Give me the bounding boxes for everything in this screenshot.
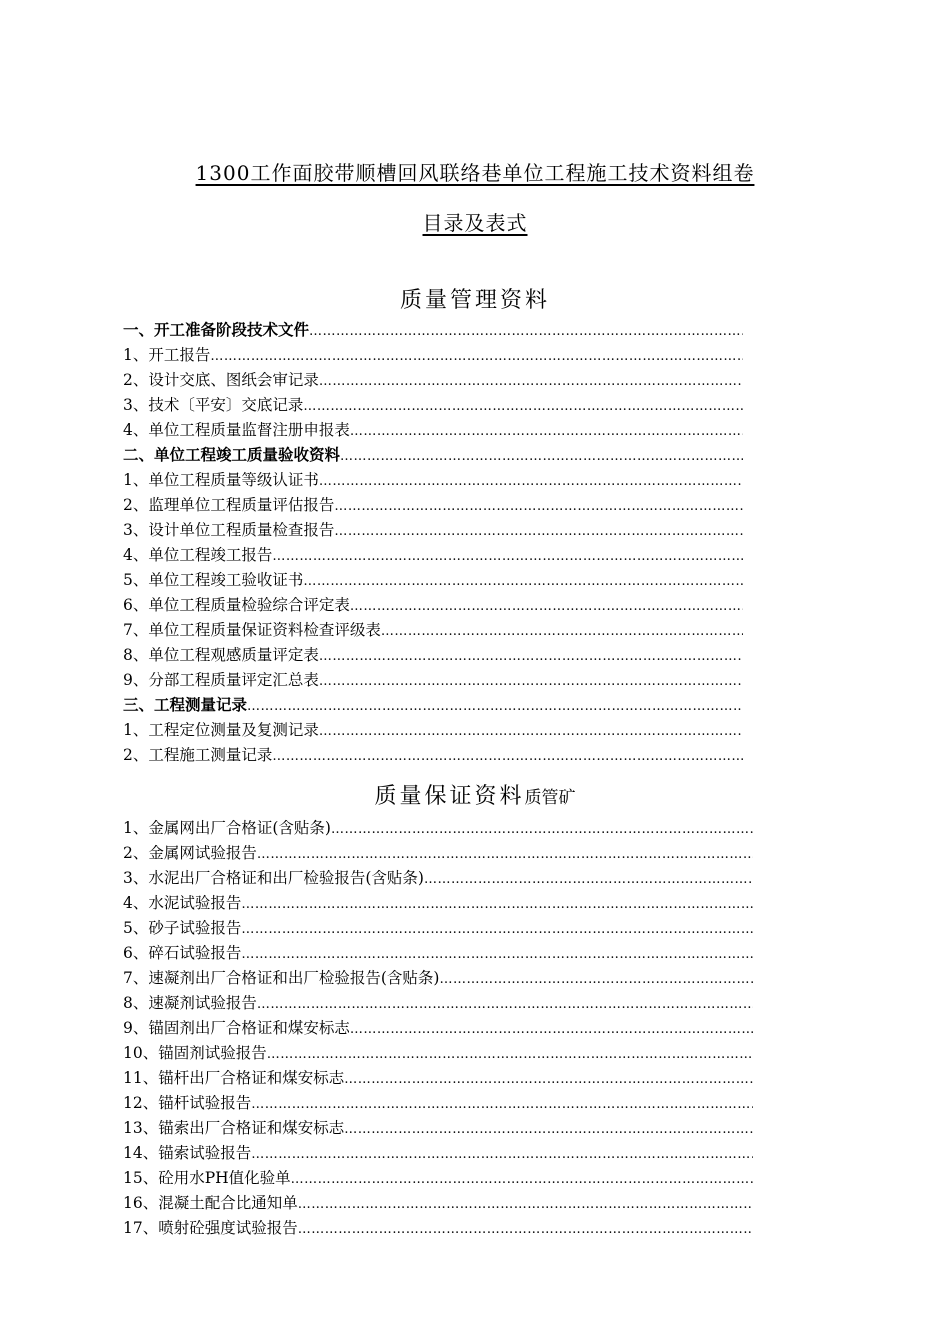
toc-entry <box>123 966 753 991</box>
toc-entry <box>123 1191 753 1216</box>
toc-entry <box>123 493 743 518</box>
toc-entry <box>123 568 743 593</box>
toc-entry <box>123 866 753 891</box>
document-title-line1: 1300工作面胶带顺槽回风联络巷单位工程施工技术资料组卷 <box>195 161 755 185</box>
toc-dot-leader <box>381 619 743 643</box>
toc-entry <box>123 668 743 693</box>
document-subtitle <box>0 207 950 236</box>
toc-entry-label: 17、喷射砼强度试验报告 <box>123 1219 298 1237</box>
toc-entry <box>123 1016 753 1041</box>
toc-dot-leader <box>298 1192 753 1216</box>
toc-entry <box>123 468 743 493</box>
toc-entry-label: 5、砂子试验报告 <box>123 919 242 937</box>
toc-dot-leader <box>319 669 743 693</box>
toc-group-heading <box>123 693 743 718</box>
toc-entry-label: 5、单位工程竣工验收证书 <box>123 571 304 589</box>
toc-entry <box>123 916 753 941</box>
toc-entry-label: 8、单位工程观感质量评定表 <box>123 646 319 664</box>
toc-entry <box>123 518 743 543</box>
toc-entry-label: 1、开工报告 <box>123 346 211 364</box>
toc-dot-leader <box>334 494 743 518</box>
toc-entry <box>123 841 753 866</box>
toc-entry <box>123 743 743 768</box>
toc-dot-leader <box>272 744 743 768</box>
toc-entry-label: 11、锚杆出厂合格证和煤安标志 <box>123 1069 345 1087</box>
quality-assurance-heading-suffix: 质管矿 <box>524 788 576 808</box>
toc-entry <box>123 1141 753 1166</box>
toc-entry-label: 3、设计单位工程质量检查报告 <box>123 521 335 539</box>
toc-entry-label: 1、金属网出厂合格证(含贴条) <box>123 819 331 837</box>
toc-dot-leader <box>350 419 743 443</box>
toc-dot-leader <box>303 569 743 593</box>
quality-management-heading: 质量管理资料 <box>399 288 550 313</box>
toc-dot-leader <box>251 1092 753 1116</box>
toc-entry <box>123 543 743 568</box>
toc-entry <box>123 941 753 966</box>
toc-entry <box>123 1091 753 1116</box>
toc-entry <box>123 891 753 916</box>
document-title-line2: 目录及表式 <box>422 211 528 235</box>
toc-entry-label: 2、工程施工测量记录 <box>123 746 273 764</box>
toc-dot-leader <box>291 1167 753 1191</box>
toc-entry <box>123 618 743 643</box>
toc-entry-label: 13、锚索出厂合格证和煤安标志 <box>123 1119 345 1137</box>
toc-entry <box>123 393 743 418</box>
toc-group-heading <box>123 443 743 468</box>
toc-dot-leader <box>241 942 753 966</box>
toc-entry-label: 2、设计交底、图纸会审记录 <box>123 371 319 389</box>
toc-entry-label: 4、单位工程质量监督注册申报表 <box>123 421 350 439</box>
toc-dot-leader <box>272 544 743 568</box>
toc-dot-leader <box>298 1217 753 1241</box>
toc-entry-label: 4、水泥试验报告 <box>123 894 242 912</box>
toc-dot-leader <box>344 1117 753 1141</box>
toc-dot-leader <box>309 319 743 343</box>
toc-entry-label: 9、分部工程质量评定汇总表 <box>123 671 319 689</box>
toc-dot-leader <box>340 444 743 468</box>
toc-entry-label: 7、单位工程质量保证资料检查评级表 <box>123 621 381 639</box>
toc-entry-label: 2、监理单位工程质量评估报告 <box>123 496 335 514</box>
toc-entry-label: 3、技术〔平安〕交底记录 <box>123 396 304 414</box>
toc-dot-leader <box>331 817 753 841</box>
toc-dot-leader <box>350 594 743 618</box>
toc-entry-label: 一、开工准备阶段技术文件 <box>123 321 310 339</box>
toc-entry-label: 2、金属网试验报告 <box>123 844 257 862</box>
toc-entry <box>123 816 753 841</box>
toc-entry <box>123 991 753 1016</box>
toc-entry-label: 7、速凝剂出厂合格证和出厂检验报告(含贴条) <box>123 969 440 987</box>
toc-dot-leader <box>267 1042 753 1066</box>
toc-dot-leader <box>319 719 743 743</box>
toc-dot-leader <box>439 967 753 991</box>
toc-entry-label: 6、碎石试验报告 <box>123 944 242 962</box>
toc-entry-label: 12、锚杆试验报告 <box>123 1094 252 1112</box>
toc-dot-leader <box>210 344 743 368</box>
toc-entry-label: 1、工程定位测量及复测记录 <box>123 721 319 739</box>
toc-entry-label: 10、锚固剂试验报告 <box>123 1044 267 1062</box>
toc-dot-leader <box>319 469 743 493</box>
toc-entry-label: 15、砼用水PH值化验单 <box>123 1169 291 1187</box>
toc-dot-leader <box>257 842 753 866</box>
toc-dot-leader <box>344 1067 753 1091</box>
toc-dot-leader <box>319 369 743 393</box>
quality-assurance-heading: 质量保证资料质管矿 <box>374 784 576 809</box>
toc-dot-leader <box>241 917 753 941</box>
toc-dot-leader <box>251 1142 753 1166</box>
toc-entry <box>123 1041 753 1066</box>
toc-entry-label: 16、混凝土配合比通知单 <box>123 1194 298 1212</box>
document-title <box>0 157 950 186</box>
toc-dot-leader <box>424 867 753 891</box>
quality-assurance-toc <box>123 816 753 1241</box>
toc-entry-label: 6、单位工程质量检验综合评定表 <box>123 596 350 614</box>
toc-dot-leader <box>350 1017 753 1041</box>
toc-entry <box>123 343 743 368</box>
toc-dot-leader <box>241 892 753 916</box>
toc-entry-label: 三、工程测量记录 <box>123 696 248 714</box>
toc-entry <box>123 418 743 443</box>
toc-entry <box>123 1116 753 1141</box>
toc-group-heading <box>123 318 743 343</box>
toc-dot-leader <box>247 694 743 718</box>
quality-management-toc <box>123 318 743 768</box>
toc-dot-leader <box>319 644 743 668</box>
toc-dot-leader <box>303 394 743 418</box>
toc-entry <box>123 1166 753 1191</box>
toc-entry-label: 4、单位工程竣工报告 <box>123 546 273 564</box>
toc-entry-label: 8、速凝剂试验报告 <box>123 994 257 1012</box>
toc-entry <box>123 643 743 668</box>
toc-entry <box>123 1066 753 1091</box>
toc-dot-leader <box>334 519 743 543</box>
toc-entry-label: 3、水泥出厂合格证和出厂检验报告(含贴条) <box>123 869 424 887</box>
toc-entry-label: 14、锚索试验报告 <box>123 1144 252 1162</box>
toc-entry-label: 9、锚固剂出厂合格证和煤安标志 <box>123 1019 350 1037</box>
toc-entry-label: 1、单位工程质量等级认证书 <box>123 471 319 489</box>
toc-entry <box>123 1216 753 1241</box>
toc-entry <box>123 718 743 743</box>
toc-entry-label: 二、单位工程竣工质量验收资料 <box>123 446 341 464</box>
toc-dot-leader <box>257 992 753 1016</box>
toc-entry <box>123 368 743 393</box>
toc-entry <box>123 593 743 618</box>
